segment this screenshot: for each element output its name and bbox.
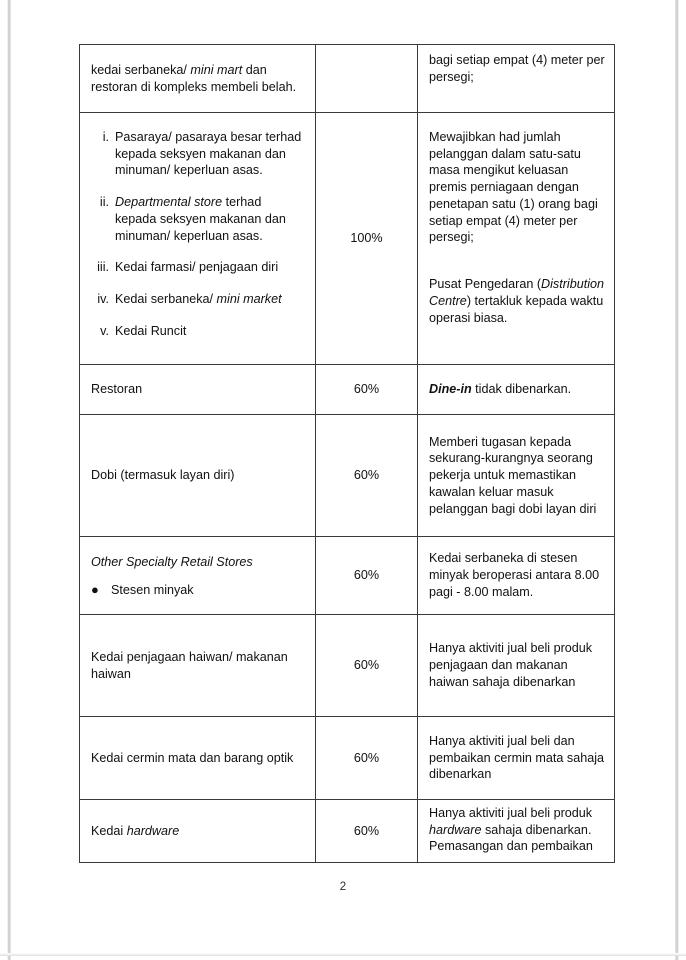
list-item — [91, 259, 306, 276]
list-item — [91, 194, 306, 244]
activity-text-italic: mini mart — [190, 62, 243, 77]
cell-capacity: 60% — [316, 415, 418, 537]
condition-rest: tidak dibenarkan. — [471, 382, 572, 397]
condition-text: bagi setiap empat (4) meter per persegi; — [429, 53, 605, 84]
list-text-pre: Kedai Runcit — [115, 323, 187, 338]
cell-activity — [80, 615, 316, 717]
page-number: 2 — [339, 881, 347, 893]
condition-text: Hanya aktiviti jual beli dan pembaikan cermin mata sahaja dibenarkan — [429, 733, 605, 782]
activity-text-post: dan restoran di kompleks membeli belah. — [91, 62, 297, 94]
condition-paragraph-2 — [429, 276, 608, 326]
scan-edge-bottom — [0, 953, 686, 956]
list-numeral: ii. — [99, 195, 109, 210]
activity-text-pre: Kedai — [91, 823, 127, 838]
cell-condition — [418, 113, 615, 365]
condition-text: Memberi tugasan kepada sekurang-kurangnya seorang pekerja untuk memastikan kawalan keluar masuk pelanggan bagi dobi layan diri — [429, 434, 597, 516]
activity-text-italic: hardware — [126, 823, 180, 838]
activity-bullet-list — [91, 582, 306, 599]
table-row — [80, 717, 615, 800]
condition-text — [418, 800, 614, 862]
cell-capacity: 60% — [316, 615, 418, 717]
table-row — [80, 615, 615, 717]
cell-capacity: 100% — [316, 113, 418, 365]
list-numeral: v. — [100, 323, 109, 338]
bullet-icon: ● — [91, 582, 99, 597]
condition-text: Kedai serbaneka di stesen minyak beroperasi antara 8.00 pagi - 8.00 malam. — [429, 551, 600, 599]
activity-text: Kedai cermin mata dan barang optik — [91, 750, 294, 765]
cell-activity — [80, 800, 316, 863]
cell-capacity: 60% — [316, 537, 418, 615]
cell-condition — [418, 717, 615, 800]
list-numeral: i. — [102, 130, 109, 144]
list-numeral: iv. — [97, 292, 109, 307]
regulations-table — [79, 44, 615, 863]
scan-edge-right — [675, 0, 679, 960]
table-row — [80, 45, 615, 113]
activity-text: Dobi (termasuk layan diri) — [91, 468, 235, 483]
condition-bolditalic: Dine-in — [429, 382, 472, 397]
activity-roman-list — [91, 129, 306, 340]
cell-condition — [418, 537, 615, 615]
table-row — [80, 415, 615, 537]
condition-pre: Hanya aktiviti jual beli produk — [429, 806, 593, 820]
list-text: Stesen minyak — [111, 583, 194, 597]
list-text-pre: Pasaraya/ pasaraya besar terhad kepada seksyen makanan dan minuman/ keperluan asas. — [115, 130, 302, 178]
list-text — [115, 129, 306, 179]
cell-condition — [418, 615, 615, 717]
cell-condition — [418, 365, 615, 415]
list-item — [91, 129, 306, 179]
cell-capacity: 60% — [316, 717, 418, 800]
list-numeral: iii. — [97, 260, 109, 275]
list-text-pre: Kedai farmasi/ penjagaan diri — [115, 260, 279, 275]
list-text — [115, 194, 306, 244]
table-row — [80, 800, 615, 863]
cell-capacity: 60% — [316, 800, 418, 863]
table-row — [80, 537, 615, 615]
condition-p2-italic: Distribution Centre — [429, 277, 605, 308]
table-row — [80, 365, 615, 415]
condition-text — [418, 374, 614, 405]
condition-post: sahaja dibenarkan. Pemasangan dan pembaikan — [429, 822, 593, 854]
paragraph-gap — [429, 246, 608, 276]
condition-text: Hanya aktiviti jual beli produk penjagaan dan makanan haiwan sahaja dibenarkan — [429, 641, 593, 689]
cell-activity — [80, 113, 316, 365]
condition-p2-post: ) tertakluk kepada waktu operasi biasa. — [429, 293, 604, 325]
cell-condition — [418, 415, 615, 537]
cell-capacity — [316, 45, 418, 113]
table-row — [80, 113, 615, 365]
list-item — [91, 291, 306, 308]
activity-text: Restoran — [91, 382, 143, 397]
list-text — [115, 291, 306, 308]
condition-p2-pre: Pusat Pengedaran ( — [429, 277, 542, 292]
cell-activity — [80, 537, 316, 615]
scan-edge-left — [7, 0, 11, 960]
condition-paragraph-1: Mewajibkan had jumlah pelanggan dalam satu-satu masa mengikut keluasan premis perniagaan dengan penetapan satu (1) orang bagi setiap empat (4) meter per persegi; — [429, 130, 598, 245]
activity-text — [80, 816, 315, 847]
cell-activity — [80, 717, 316, 800]
activity-heading-italic: Other Specialty Retail Stores — [91, 555, 253, 570]
list-item — [91, 582, 306, 599]
cell-activity — [80, 415, 316, 537]
list-text-italic: Departmental store — [115, 195, 223, 210]
list-text — [115, 323, 306, 340]
condition-italic: hardware — [429, 822, 482, 837]
cell-activity — [80, 365, 316, 415]
cell-condition — [418, 800, 615, 863]
list-text — [115, 259, 306, 276]
cell-condition — [418, 45, 615, 113]
cell-capacity: 60% — [316, 365, 418, 415]
list-text-italic: mini market — [216, 292, 282, 307]
activity-text-pre: kedai serbaneka/ — [91, 62, 191, 77]
list-text-pre: Kedai serbaneka/ — [115, 292, 217, 307]
cell-activity — [80, 45, 316, 113]
list-text-post: terhad kepada seksyen makanan dan minuman/ keperluan asas. — [115, 195, 286, 243]
list-item — [91, 323, 306, 340]
activity-text: Kedai penjagaan haiwan/ makanan haiwan — [91, 649, 288, 681]
